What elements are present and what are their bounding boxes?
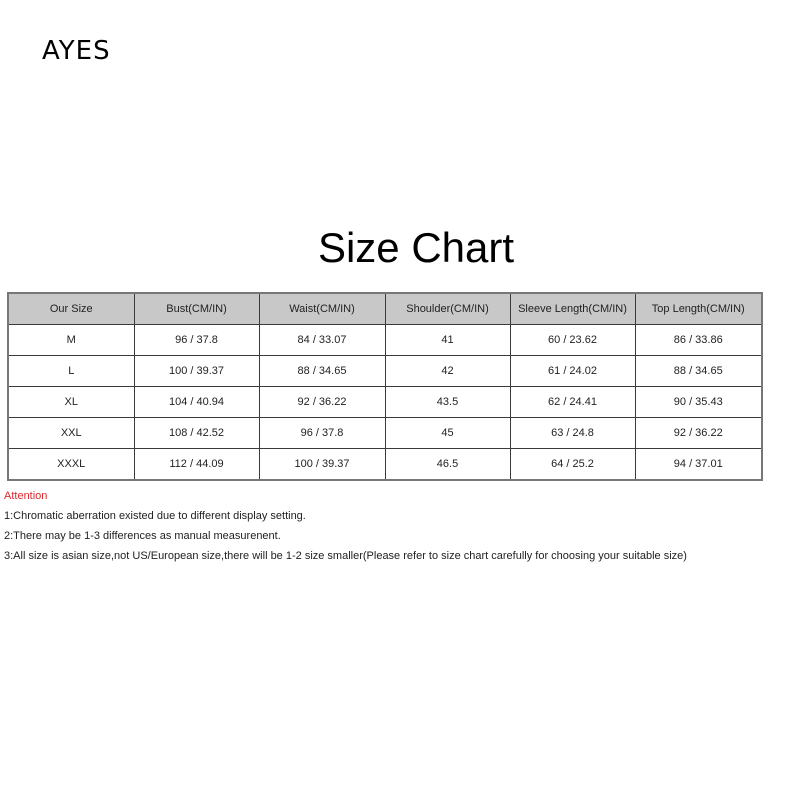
column-header-top-length: Top Length(CM/IN) — [635, 293, 762, 325]
cell-bust: 108 / 42.52 — [134, 418, 259, 449]
cell-waist: 96 / 37.8 — [259, 418, 385, 449]
cell-sleeve-length: 60 / 23.62 — [510, 325, 635, 356]
cell-bust: 104 / 40.94 — [134, 387, 259, 418]
table-row — [8, 356, 762, 387]
cell-waist: 100 / 39.37 — [259, 449, 385, 481]
cell-bust: 112 / 44.09 — [134, 449, 259, 481]
attention-notes — [4, 489, 687, 569]
table-row — [8, 325, 762, 356]
cell-size: M — [8, 325, 134, 356]
cell-shoulder: 43.5 — [385, 387, 510, 418]
cell-shoulder: 41 — [385, 325, 510, 356]
cell-size: XXXL — [8, 449, 134, 481]
note-item: 3:All size is asian size,not US/European size,there will be 1-2 size smaller(Please refer to size chart carefully for choosing your suitable size) — [4, 550, 687, 562]
cell-top-length: 86 / 33.86 — [635, 325, 762, 356]
column-header-sleeve-length: Sleeve Length(CM/IN) — [510, 293, 635, 325]
cell-waist: 84 / 33.07 — [259, 325, 385, 356]
cell-top-length: 90 / 35.43 — [635, 387, 762, 418]
size-chart-table — [7, 292, 763, 481]
cell-sleeve-length: 62 / 24.41 — [510, 387, 635, 418]
table-row — [8, 418, 762, 449]
column-header-bust: Bust(CM/IN) — [134, 293, 259, 325]
cell-size: XL — [8, 387, 134, 418]
cell-top-length: 94 / 37.01 — [635, 449, 762, 481]
table-header-row — [8, 293, 762, 325]
cell-size: XXL — [8, 418, 134, 449]
cell-shoulder: 46.5 — [385, 449, 510, 481]
table-row — [8, 449, 762, 481]
cell-waist: 92 / 36.22 — [259, 387, 385, 418]
cell-top-length: 88 / 34.65 — [635, 356, 762, 387]
column-header-waist: Waist(CM/IN) — [259, 293, 385, 325]
cell-sleeve-length: 63 / 24.8 — [510, 418, 635, 449]
page-title: Size Chart — [317, 224, 515, 271]
cell-sleeve-length: 61 / 24.02 — [510, 356, 635, 387]
table-row — [8, 387, 762, 418]
note-item: 2:There may be 1-3 differences as manual measurenent. — [4, 530, 281, 542]
cell-shoulder: 42 — [385, 356, 510, 387]
cell-size: L — [8, 356, 134, 387]
column-header-size: Our Size — [8, 293, 134, 325]
brand-logo: AYES — [42, 36, 111, 66]
cell-shoulder: 45 — [385, 418, 510, 449]
cell-waist: 88 / 34.65 — [259, 356, 385, 387]
attention-heading: Attention — [4, 490, 48, 502]
cell-bust: 100 / 39.37 — [134, 356, 259, 387]
cell-top-length: 92 / 36.22 — [635, 418, 762, 449]
cell-sleeve-length: 64 / 25.2 — [510, 449, 635, 481]
note-item: 1:Chromatic aberration existed due to different display setting. — [4, 510, 306, 522]
column-header-shoulder: Shoulder(CM/IN) — [385, 293, 510, 325]
cell-bust: 96 / 37.8 — [134, 325, 259, 356]
